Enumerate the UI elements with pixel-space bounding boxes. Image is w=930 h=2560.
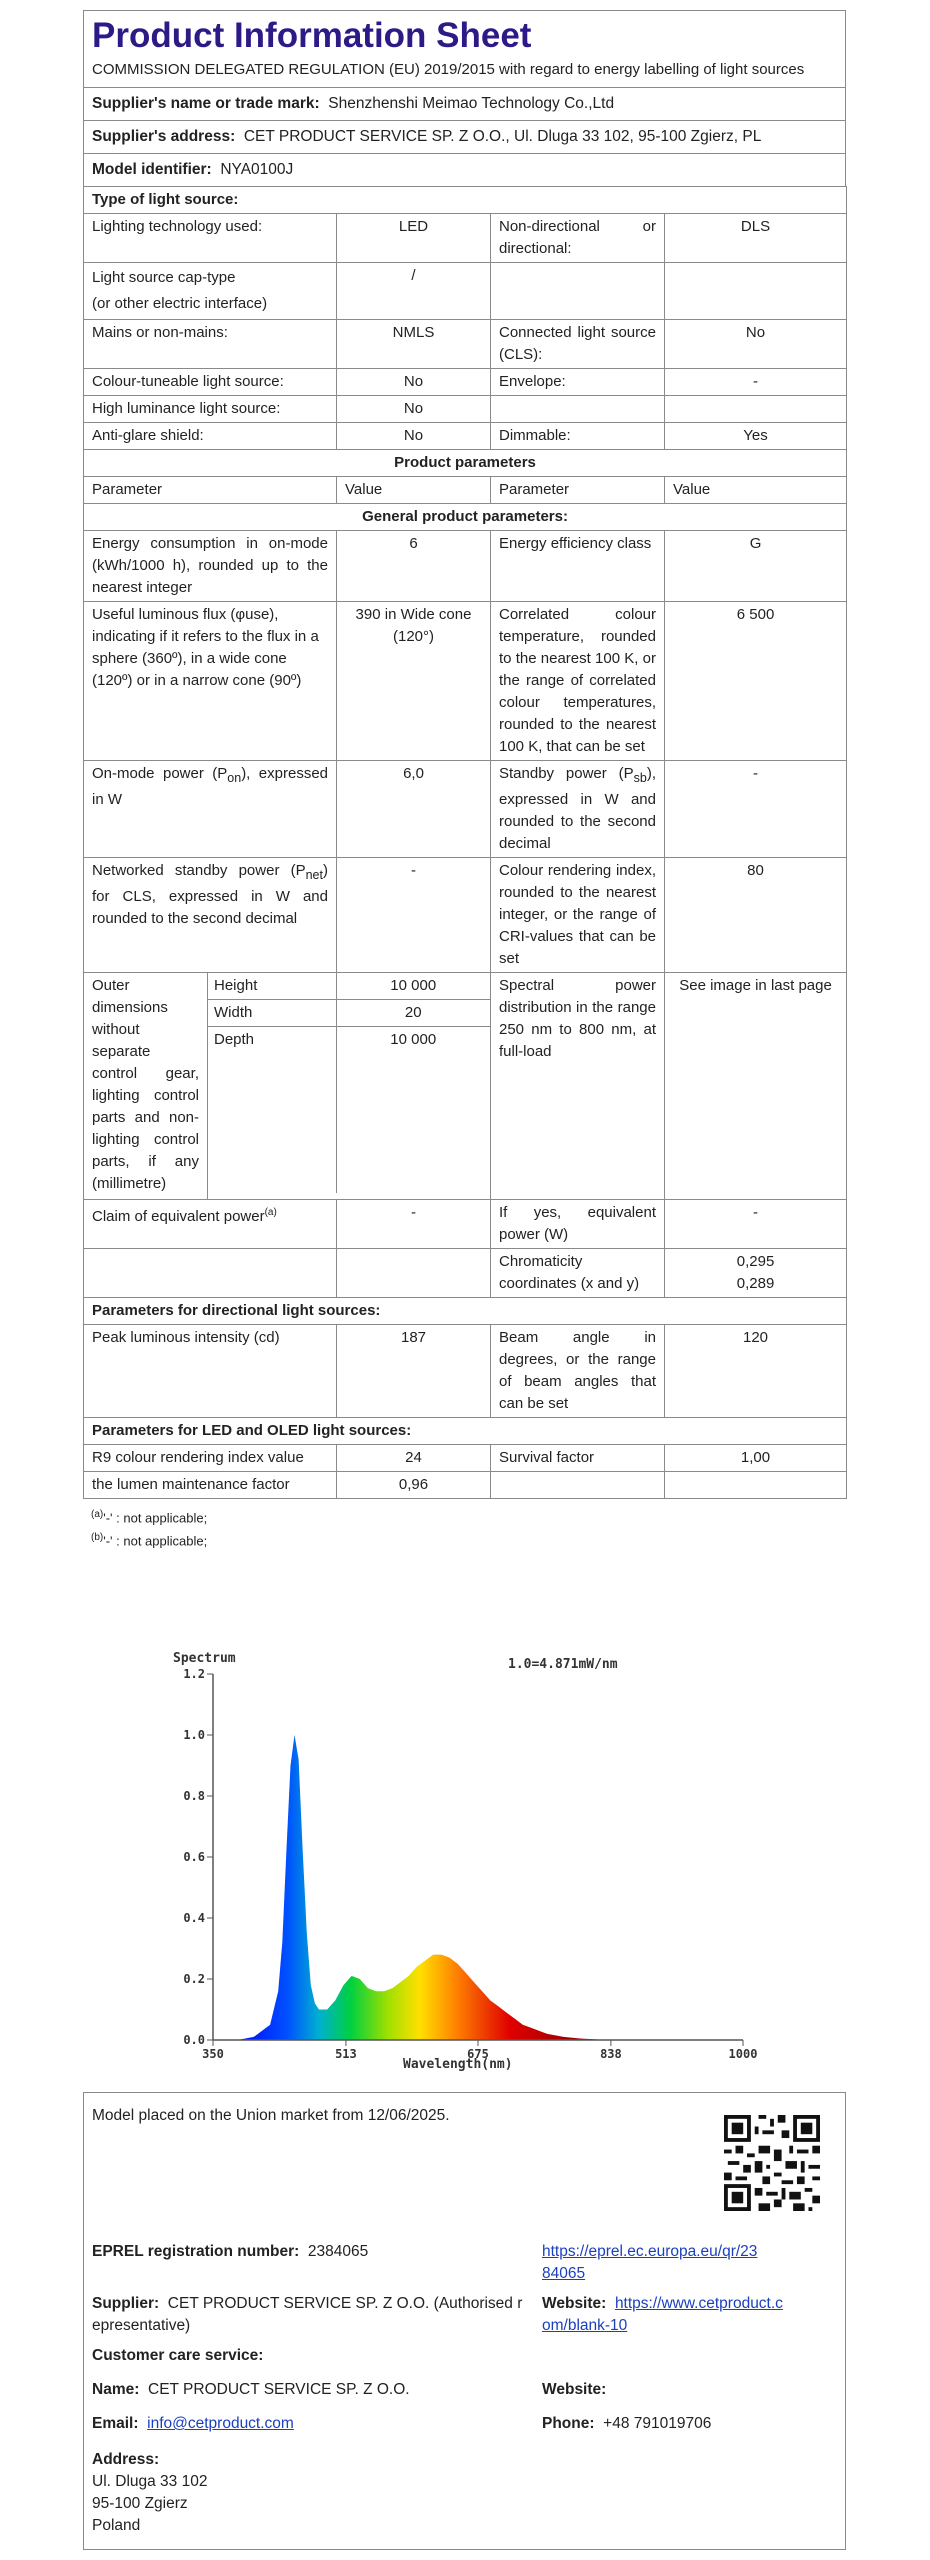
care-address: Address: Ul. Dluga 33 102 95-100 Zgierz Poland [92, 2451, 208, 2534]
website-row: Website: https://www.cetproduct.c om/blank-10 [542, 2295, 783, 2334]
column-header-value: Value [337, 477, 491, 504]
spectral-distribution-label: Spectral power distribution in the range 250 nm to 800 nm, at full-load [491, 973, 665, 1200]
envelope-value: - [665, 369, 847, 396]
mains-value: NMLS [337, 320, 491, 369]
supplier-name-row [83, 87, 846, 120]
eprel-link[interactable]: https://eprel.ec.europa.eu/qr/23 84065 [542, 2243, 758, 2282]
care-phone-row: Phone: +48 791019706 [542, 2415, 712, 2432]
y-tick-label: 1.2 [183, 1667, 205, 1681]
cct-label: Correlated colour temperature, rounded to the nearest 100 K, or the range of correlated colour temperatures, rounded to the nearest 100 K, that can be set [491, 602, 665, 761]
anti-glare-value: No [337, 423, 491, 450]
on-mode-power-value: 6,0 [337, 761, 491, 858]
spectrum-chart [83, 1640, 846, 2100]
chart-title: Spectrum [173, 1651, 236, 1666]
mains-label: Mains or non-mains: [84, 320, 337, 369]
supplier-name-label: Supplier's name or trade mark: [92, 95, 320, 112]
model-identifier-row [83, 153, 846, 186]
email-link[interactable]: info@cetproduct.com [147, 2415, 294, 2432]
empty-cell [84, 1249, 337, 1298]
chart-annotation: 1.0=4.871mW/nm [508, 1657, 618, 1672]
footnotes [83, 1505, 846, 1552]
model-identifier-label: Model identifier: [92, 161, 212, 178]
luminous-flux-label: Useful luminous flux (φuse), indicating if it refers to the flux in a sphere (360º), in a wide cone (120º) or in a narrow cone (90º) [84, 602, 337, 761]
empty-cell [491, 263, 665, 320]
y-tick-label: 0.4 [183, 1911, 205, 1925]
product-parameters-heading: Product parameters [84, 450, 847, 477]
dimensions-table [208, 973, 490, 1193]
networked-standby-label: Networked standby power $(P_{net})$ for CLS, expressed in W and rounded to the second decimal [84, 858, 337, 973]
energy-consumption-value: 6 [337, 531, 491, 602]
lumen-maintenance-value: 0,96 [337, 1472, 491, 1499]
peak-intensity-label: Peak luminous intensity (cd) [84, 1325, 337, 1418]
chromaticity-value: 0,295 0,289 [665, 1249, 847, 1298]
cap-type-label [84, 263, 337, 320]
empty-cell [665, 396, 847, 423]
website-link[interactable]: https://www.cetproduct.c [614, 2295, 783, 2312]
peak-intensity-value: 187 [337, 1325, 491, 1418]
cap-type-label-line2: (or other electric interface) [92, 295, 268, 312]
dimmable-label: Dimmable: [491, 423, 665, 450]
survival-factor-label: Survival factor [491, 1445, 665, 1472]
tuneable-value: No [337, 369, 491, 396]
light-source-type-heading: Type of light source: [84, 187, 847, 214]
cls-value: No [665, 320, 847, 369]
spectrum-chart-svg [83, 1640, 846, 2100]
cri-label: Colour rendering index, rounded to the nearest integer, or the range of CRI-values that can be set [491, 858, 665, 973]
supplier-address-label: Supplier's address: [92, 128, 236, 145]
depth-value: 10 000 [390, 1031, 437, 1048]
energy-class-value: G [665, 531, 847, 602]
cap-type-label-line1: Light source cap-type [92, 269, 236, 286]
equivalent-power-label: If yes, equivalent power (W) [491, 1200, 665, 1249]
empty-cell [665, 263, 847, 320]
x-axis-label: Wavelength(nm) [403, 2057, 513, 2072]
cap-type-value: / [337, 263, 491, 320]
page-title: Product Information Sheet [92, 16, 532, 55]
beam-angle-label: Beam angle in degrees, or the range of beam angles that can be set [491, 1325, 665, 1418]
column-header-value: Value [665, 477, 847, 504]
parameters-table [83, 186, 847, 1499]
supplier-row: Supplier: CET PRODUCT SERVICE SP. Z O.O. (Authorised r epresentative) [92, 2295, 523, 2334]
y-tick-label: 0.0 [183, 2033, 205, 2047]
y-tick-label: 1.0 [183, 1728, 205, 1742]
equivalent-power-claim-value: - [337, 1200, 491, 1249]
height-value: 10 000 [336, 973, 490, 1000]
customer-care-heading: Customer care service: [92, 2347, 264, 2364]
eprel-row: EPREL registration number: 2384065 [92, 2243, 369, 2260]
cls-label: Connected light source (CLS): [491, 320, 665, 369]
general-parameters-heading: General product parameters: [84, 504, 847, 531]
care-name-row: Name: CET PRODUCT SERVICE SP. Z O.O. [92, 2381, 410, 2398]
supplier-address-value: CET PRODUCT SERVICE SP. Z O.O., Ul. Dluga 33 102, 95-100 Zgierz, PL [243, 128, 762, 145]
equivalent-power-claim-label: Claim of equivalent power$^{(a)}$ [84, 1200, 337, 1249]
lighting-technology-label: Lighting technology used: [84, 214, 337, 263]
x-tick-label: 1000 [728, 2047, 758, 2061]
lighting-technology-value: LED [337, 214, 491, 263]
column-header-parameter: Parameter [491, 477, 665, 504]
x-tick-label: 350 [202, 2047, 224, 2061]
survival-factor-value: 1,00 [665, 1445, 847, 1472]
spectral-distribution-value: See image in last page [665, 973, 847, 1200]
empty-cell [491, 396, 665, 423]
x-tick-label: 513 [335, 2047, 357, 2061]
r9-label: R9 colour rendering index value [84, 1445, 337, 1472]
cri-value: 80 [665, 858, 847, 973]
cct-value: 6 500 [665, 602, 847, 761]
model-identifier-value: NYA0100J [220, 161, 294, 178]
care-email-row: Email: info@cetproduct.com [92, 2415, 294, 2432]
dimmable-value: Yes [665, 423, 847, 450]
height-label: Height [208, 973, 336, 1000]
column-header-parameter: Parameter [84, 477, 337, 504]
standby-power-value: - [665, 761, 847, 858]
width-label: Width [208, 1000, 336, 1027]
product-information-sheet [83, 10, 846, 1552]
x-tick-label: 838 [600, 2047, 622, 2061]
header [83, 10, 846, 87]
footnote-b: $^{(b)}$'-' : not applicable; [91, 1532, 208, 1549]
depth-label: Depth [208, 1027, 336, 1194]
empty-cell [337, 1249, 491, 1298]
width-value: 20 [336, 1000, 490, 1027]
lumen-maintenance-label: the lumen maintenance factor [84, 1472, 337, 1499]
on-mode-power-label: On-mode power $(P_{on})$, expressed in W [84, 761, 337, 858]
spectrum-area [213, 1735, 613, 2040]
energy-class-label: Energy efficiency class [491, 531, 665, 602]
care-website-label: Website: [542, 2381, 607, 2398]
empty-cell [491, 1472, 665, 1499]
x-tick-label: 675 [467, 2047, 489, 2061]
envelope-label: Envelope: [491, 369, 665, 396]
directional-value: DLS [665, 214, 847, 263]
high-luminance-value: No [337, 396, 491, 423]
anti-glare-label: Anti-glare shield: [84, 423, 337, 450]
supplier-name-value: Shenzhenshi Meimao Technology Co.,Ltd [328, 95, 615, 112]
directional-parameters-heading: Parameters for directional light sources: [84, 1298, 847, 1325]
r9-value: 24 [337, 1445, 491, 1472]
empty-cell [665, 1472, 847, 1499]
chromaticity-label: Chromaticity coordinates (x and y) [491, 1249, 665, 1298]
qr-code-icon [724, 2115, 820, 2211]
outer-dimensions-label: Outer dimensions without separate control gear, lighting control parts and non-lighting control parts, if any (millimetre) [84, 973, 208, 1200]
website-link-cont[interactable]: om/blank-10 [542, 2317, 628, 2334]
directional-label: Non-directional or directional: [491, 214, 665, 263]
high-luminance-label: High luminance light source: [84, 396, 337, 423]
energy-consumption-label: Energy consumption in on-mode (kWh/1000 h), rounded up to the nearest integer [84, 531, 337, 602]
y-tick-label: 0.2 [183, 1972, 205, 1986]
contact-information [83, 2092, 846, 2550]
regulation-subtitle: COMMISSION DELEGATED REGULATION (EU) 2019/2015 with regard to energy labelling of light sources [92, 61, 805, 78]
dimensions-cell [208, 973, 491, 1200]
networked-standby-value: - [337, 858, 491, 973]
tuneable-label: Colour-tuneable light source: [84, 369, 337, 396]
equivalent-power-value: - [665, 1200, 847, 1249]
standby-power-label: Standby power $(P_{sb})$, expressed in W and rounded to the second decimal [491, 761, 665, 858]
y-tick-label: 0.8 [183, 1789, 205, 1803]
beam-angle-value: 120 [665, 1325, 847, 1418]
footnote-a: $^{(a)}$'-' : not applicable; [91, 1509, 208, 1526]
led-parameters-heading: Parameters for LED and OLED light sources: [84, 1418, 847, 1445]
supplier-address-row [83, 120, 846, 153]
market-placement-text: Model placed on the Union market from 12/06/2025. [92, 2107, 450, 2124]
y-tick-label: 0.6 [183, 1850, 205, 1864]
luminous-flux-value: 390 in Wide cone (120°) [337, 602, 491, 761]
